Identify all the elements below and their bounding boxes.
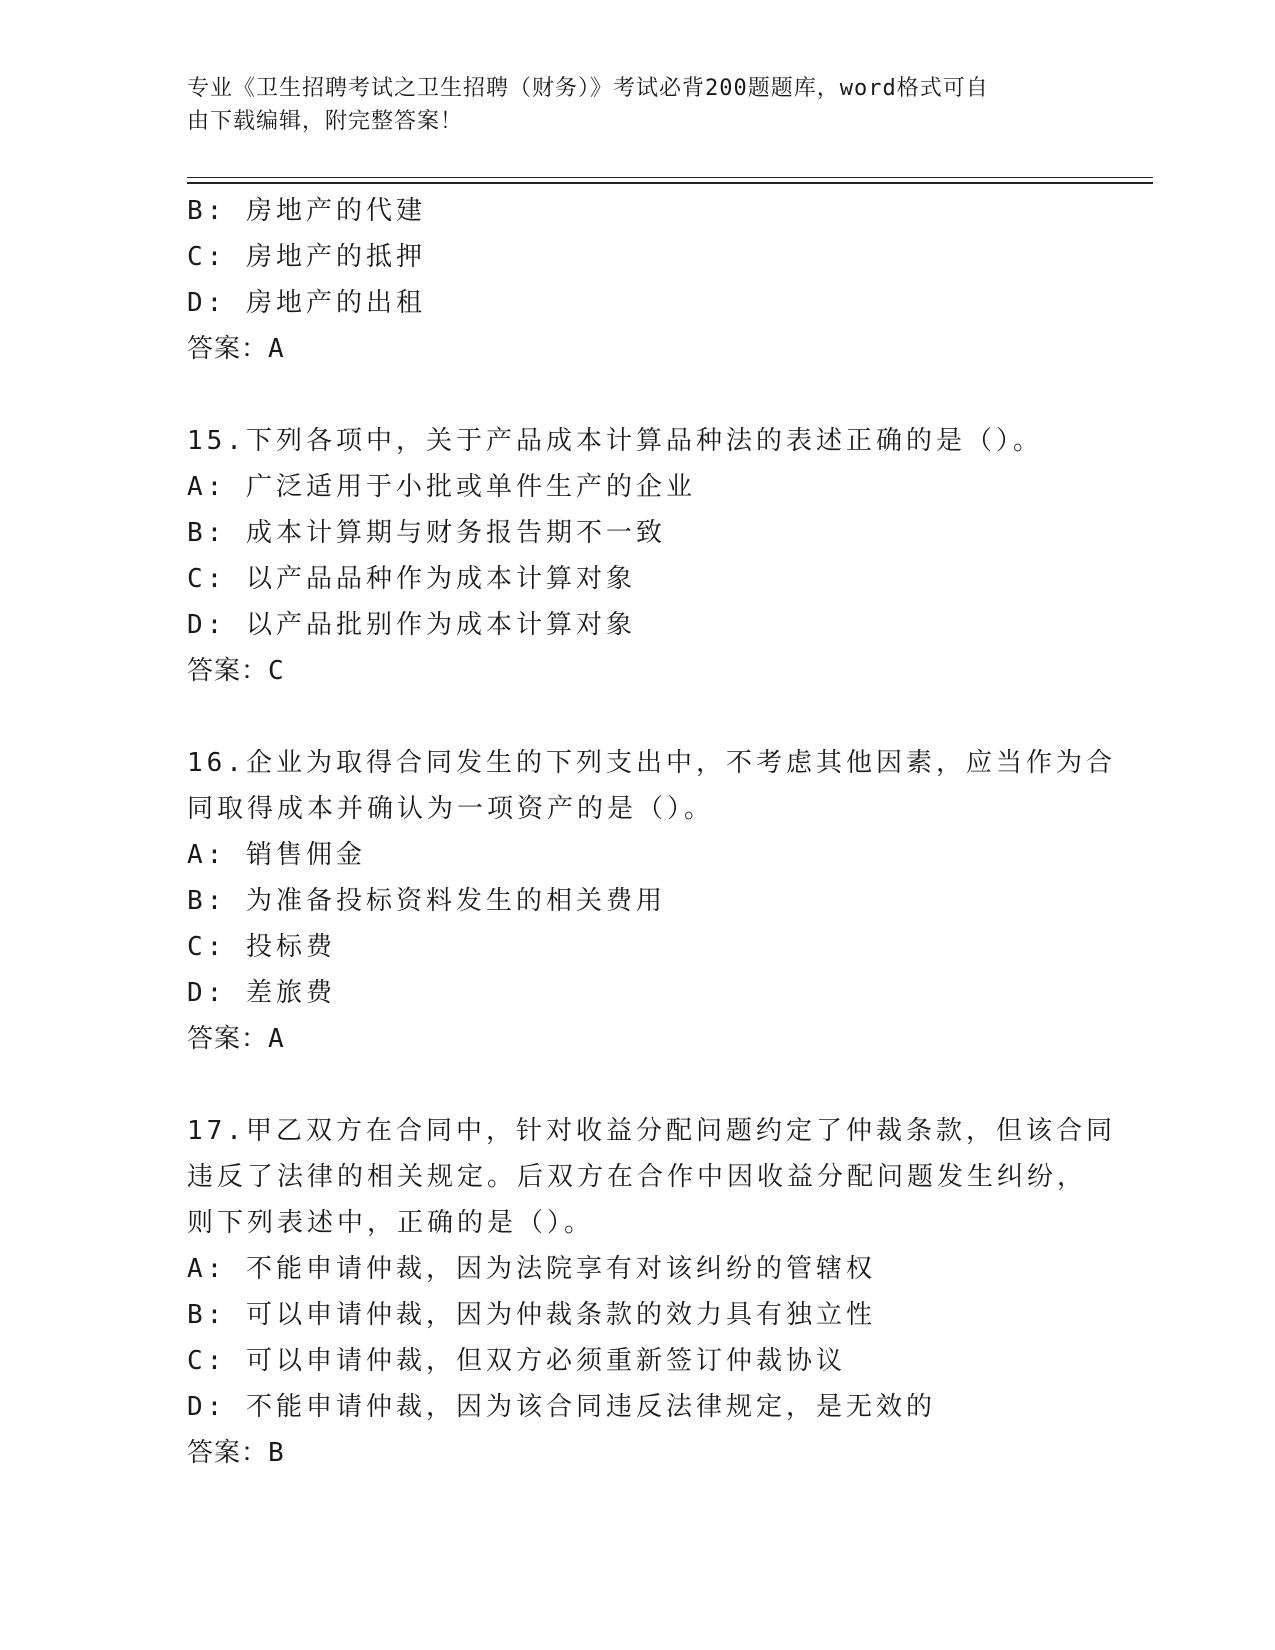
question-stem: 则下列表述中，正确的是（）。 [187,1208,595,1238]
option-c: C: 可以申请仲裁，但双方必须重新签订仲裁协议 [187,1346,846,1376]
option-b: B: 可以申请仲裁，因为仲裁条款的效力具有独立性 [187,1300,876,1330]
question-stem: 16.企业为取得合同发生的下列支出中，不考虑其他因素，应当作为合 [187,748,1116,778]
document-header [187,72,1067,138]
question-spacer [187,694,1087,740]
option-c: C: 投标费 [187,932,336,962]
header-line-1: 专业《卫生招聘考试之卫生招聘（财务）》考试必背200题题库，word格式可自 [187,76,989,101]
answer-line [187,648,1087,694]
answer-value: A [268,334,284,364]
option-d: D: 不能申请仲裁，因为该合同违反法律规定，是无效的 [187,1392,936,1422]
header-divider-thick [187,182,1153,184]
question-14-continued [187,188,1087,372]
question-stem: 17.甲乙双方在合同中，针对收益分配问题约定了仲裁条款，但该合同 [187,1116,1116,1146]
question-spacer [187,1062,1087,1108]
option-a: A: 销售佣金 [187,840,366,870]
answer-line [187,1016,1087,1062]
answer-value: B [268,1438,284,1468]
question-spacer [187,372,1087,418]
option-c: C: 以产品品种作为成本计算对象 [187,564,636,594]
question-stem: 同取得成本并确认为一项资产的是（）。 [187,794,715,824]
answer-value: A [268,1024,284,1054]
answer-label: 答案： [187,656,269,686]
answer-label: 答案： [187,1024,269,1054]
option-d: D: 差旅费 [187,978,336,1008]
option-c: C: 房地产的抵押 [187,242,426,272]
question-stem: 15.下列各项中，关于产品成本计算品种法的表述正确的是（）。 [187,426,1043,456]
option-a: A: 广泛适用于小批或单件生产的企业 [187,472,696,502]
question-list [187,188,1116,1476]
header-line-2: 由下载编辑，附完整答案！ [187,109,464,134]
option-b: B: 为准备投标资料发生的相关费用 [187,886,666,916]
answer-line [187,326,1087,372]
option-d: D: 以产品批别作为成本计算对象 [187,610,636,640]
answer-value: C [268,656,284,686]
question-16 [187,740,1116,1062]
header-divider-thin [187,177,1153,178]
answer-label: 答案： [187,1438,269,1468]
option-d: D: 房地产的出租 [187,288,426,318]
option-b: B: 房地产的代建 [187,196,426,226]
answer-label: 答案： [187,334,269,364]
question-15 [187,418,1087,694]
question-17 [187,1108,1116,1476]
question-stem: 违反了法律的相关规定。后双方在合作中因收益分配问题发生纠纷， [187,1162,1088,1192]
answer-line [187,1430,1087,1476]
option-a: A: 不能申请仲裁，因为法院享有对该纠纷的管辖权 [187,1254,876,1284]
option-b: B: 成本计算期与财务报告期不一致 [187,518,666,548]
